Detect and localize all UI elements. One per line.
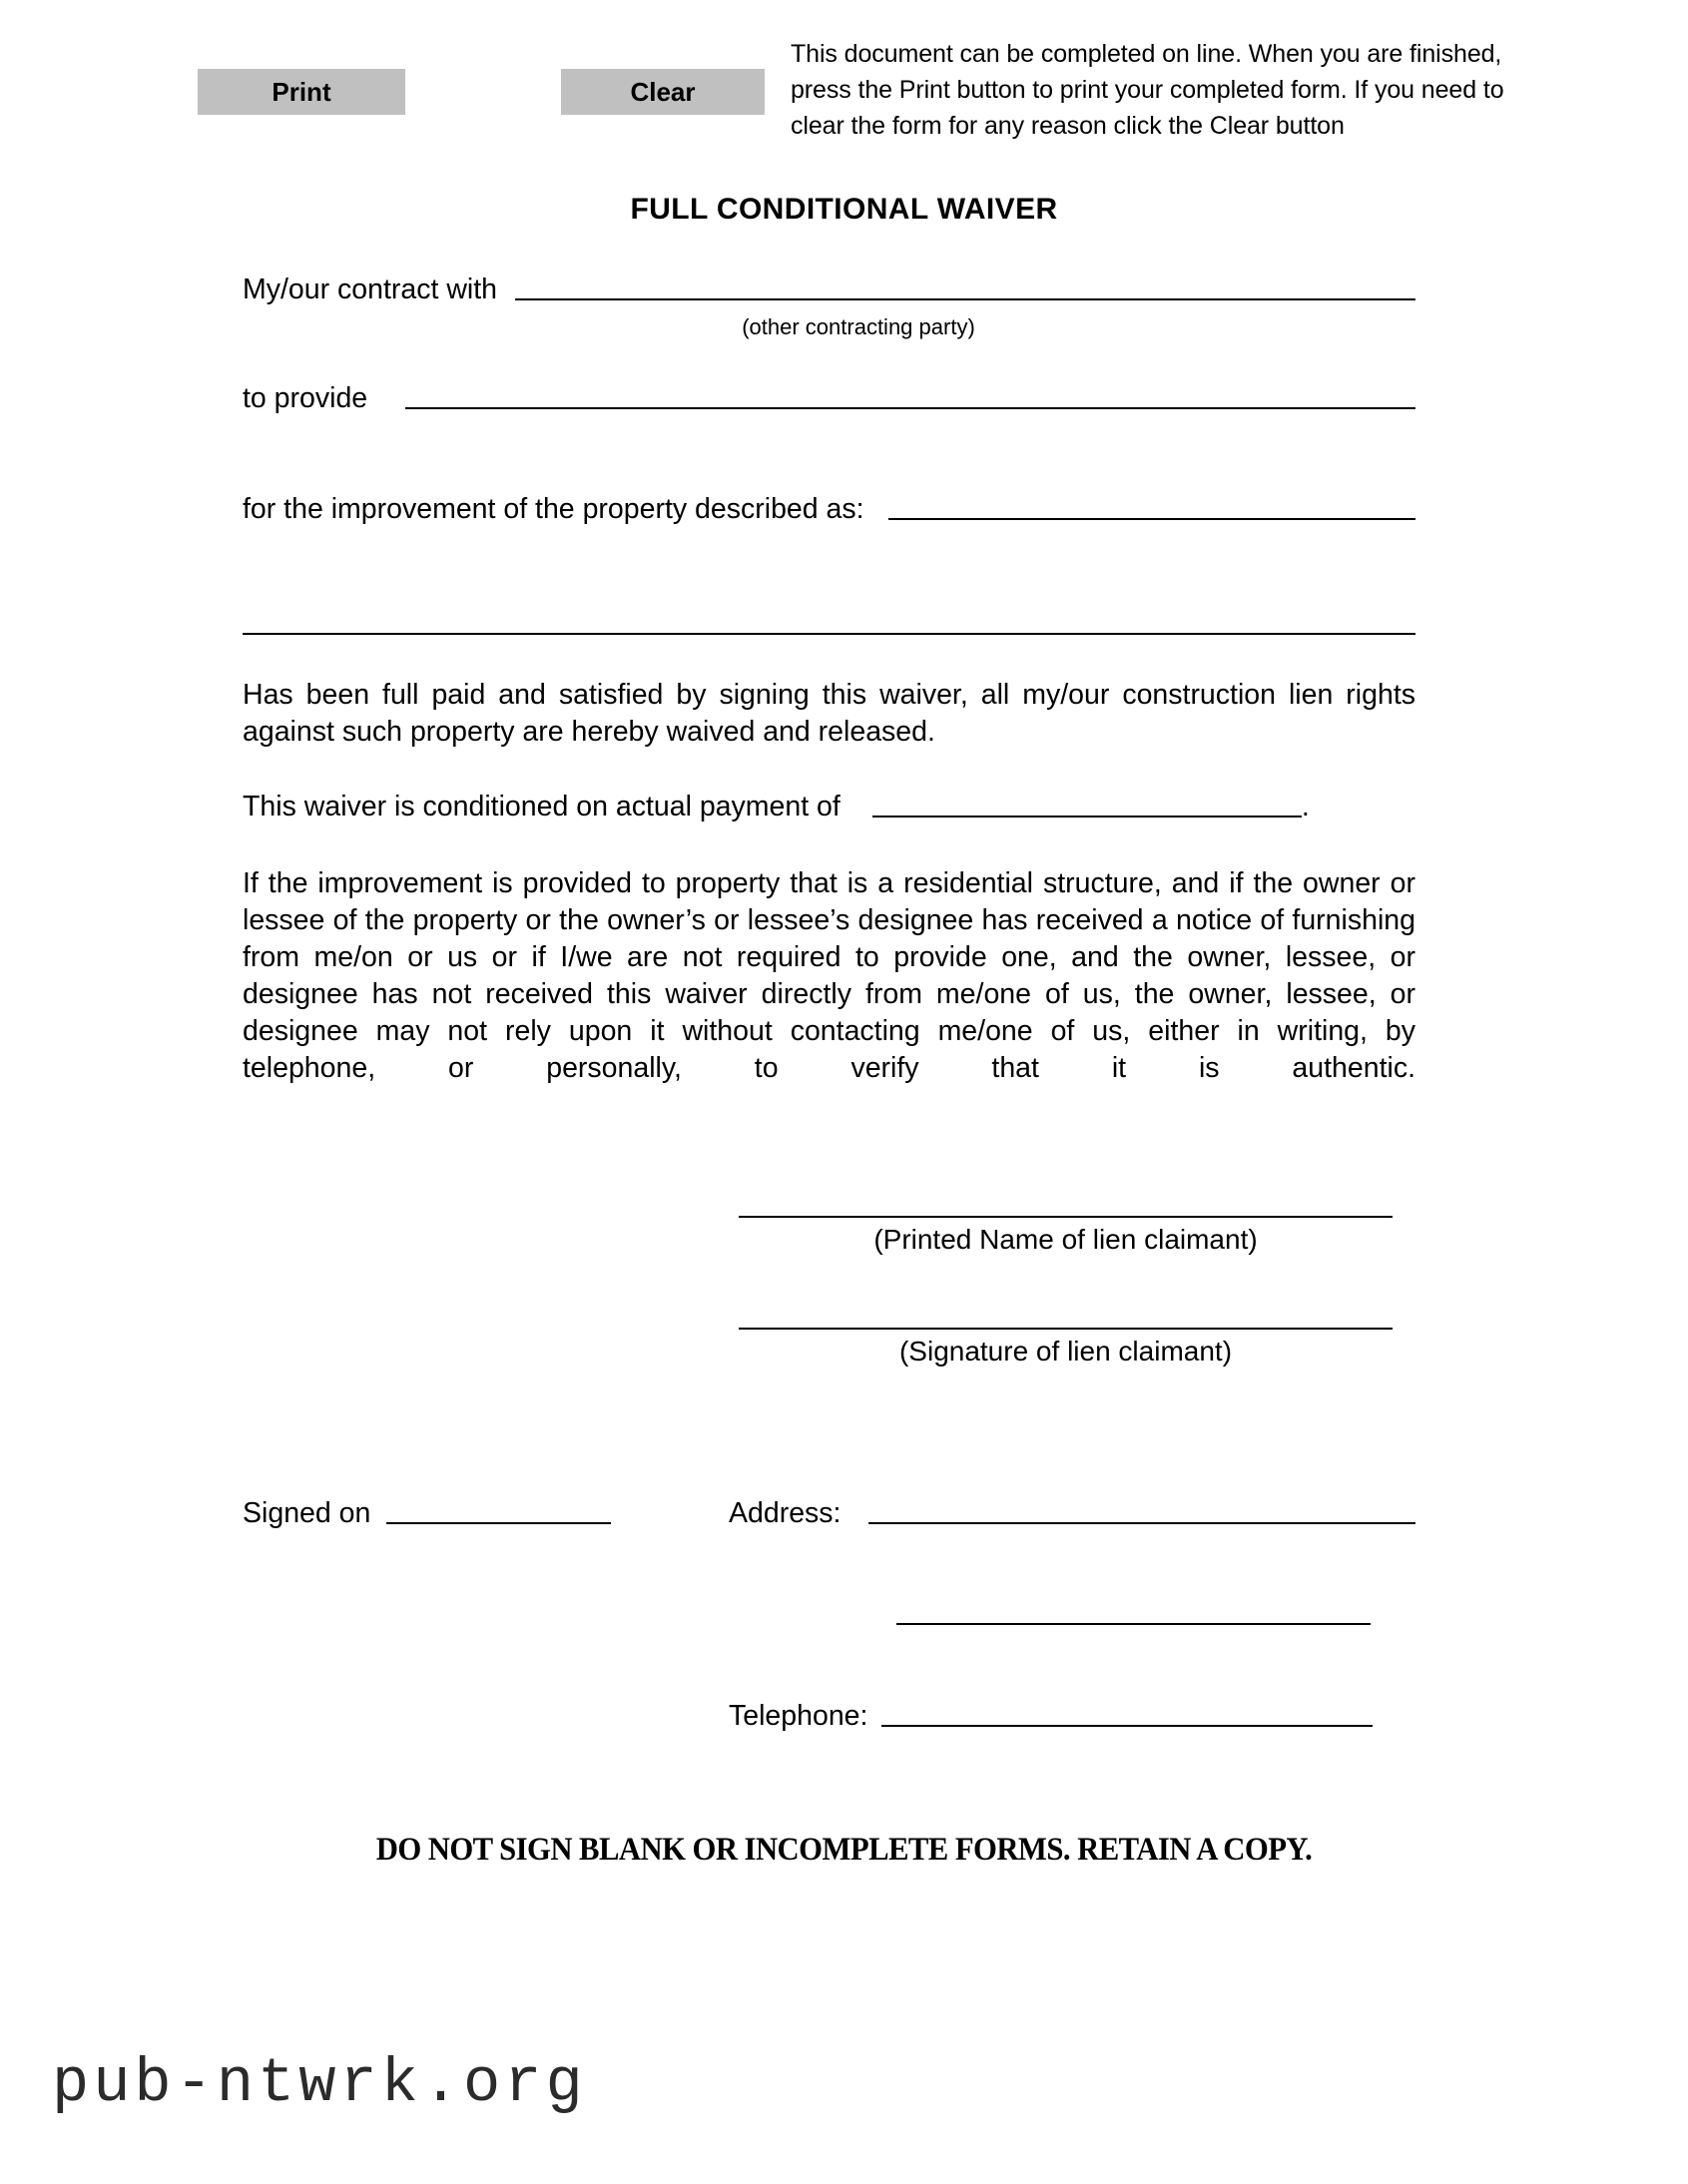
contract-party-row — [243, 273, 1415, 306]
instructions-line-1: This document can be completed on line. When you are finished, — [791, 40, 1502, 68]
address-row — [729, 1497, 1415, 1530]
to-provide-row — [243, 382, 1415, 415]
signature-block — [739, 1328, 1393, 1367]
form-toolbar — [0, 0, 1688, 150]
instructions-line-2: press the Print button to print your completed form. If you need to — [791, 76, 1504, 104]
to-provide-label: to provide — [243, 382, 368, 414]
contract-party-label: My/our contract with — [243, 273, 497, 305]
clear-button[interactable]: Clear — [561, 69, 765, 115]
conditioned-payment-input-line[interactable] — [872, 816, 1302, 818]
property-description-input-line[interactable] — [888, 518, 1415, 520]
instructions-line-3: clear the form for any reason click the Clear button — [791, 112, 1345, 140]
telephone-input-line[interactable] — [881, 1725, 1373, 1727]
signed-on-row — [243, 1497, 642, 1530]
page-title: FULL CONDITIONAL WAIVER — [630, 193, 1058, 226]
telephone-row — [729, 1700, 1373, 1733]
conditioned-payment-label: This waiver is conditioned on actual payment of — [243, 791, 841, 822]
property-description-second-line[interactable] — [243, 633, 1415, 635]
conditioned-payment-period: . — [1301, 791, 1310, 822]
print-button[interactable]: Print — [198, 69, 405, 115]
address-input-line-1[interactable] — [868, 1522, 1415, 1524]
residential-structure-paragraph: If the improvement is provided to property that is a residential structure, and if the owner or lessee of the property or the owner’s or lessee’s designee has received a notice of furnishing from me/on or us or if I/we are not required to provide one, and the owner, lessee, or designee has not received this waiver directly from me/one of us, the owner, lessee, or designee may not rely upon it without contacting me/one of us, either in writing, by telephone, or personally, to verify that it is authentic. — [243, 867, 1415, 1084]
contract-party-input-line[interactable] — [515, 298, 1415, 300]
conditioned-payment-row — [243, 791, 1415, 823]
paid-and-satisfied-paragraph: Has been full paid and satisfied by signing this waiver, all my/our construction lien rights against such property are hereby waived and released. — [243, 679, 1415, 748]
watermark: pub-ntwrk.org — [52, 2048, 587, 2119]
telephone-label: Telephone: — [729, 1700, 868, 1732]
do-not-sign-warning: DO NOT SIGN BLANK OR INCOMPLETE FORMS. RETAIN A COPY. — [375, 1832, 1313, 1868]
property-description-row — [243, 493, 1415, 526]
signature-caption: (Signature of lien claimant) — [898, 1336, 1233, 1366]
address-label: Address: — [729, 1497, 842, 1529]
signed-on-label: Signed on — [243, 1497, 371, 1529]
signed-on-input-line[interactable] — [386, 1522, 611, 1524]
property-description-label: for the improvement of the property described as: — [243, 493, 864, 525]
contract-party-caption: (other contracting party) — [742, 314, 975, 339]
to-provide-input-line[interactable] — [405, 407, 1415, 409]
printed-name-caption: (Printed Name of lien claimant) — [873, 1224, 1258, 1255]
form-instructions — [791, 36, 1589, 144]
printed-name-block — [739, 1216, 1393, 1256]
address-input-line-2[interactable] — [896, 1623, 1371, 1625]
